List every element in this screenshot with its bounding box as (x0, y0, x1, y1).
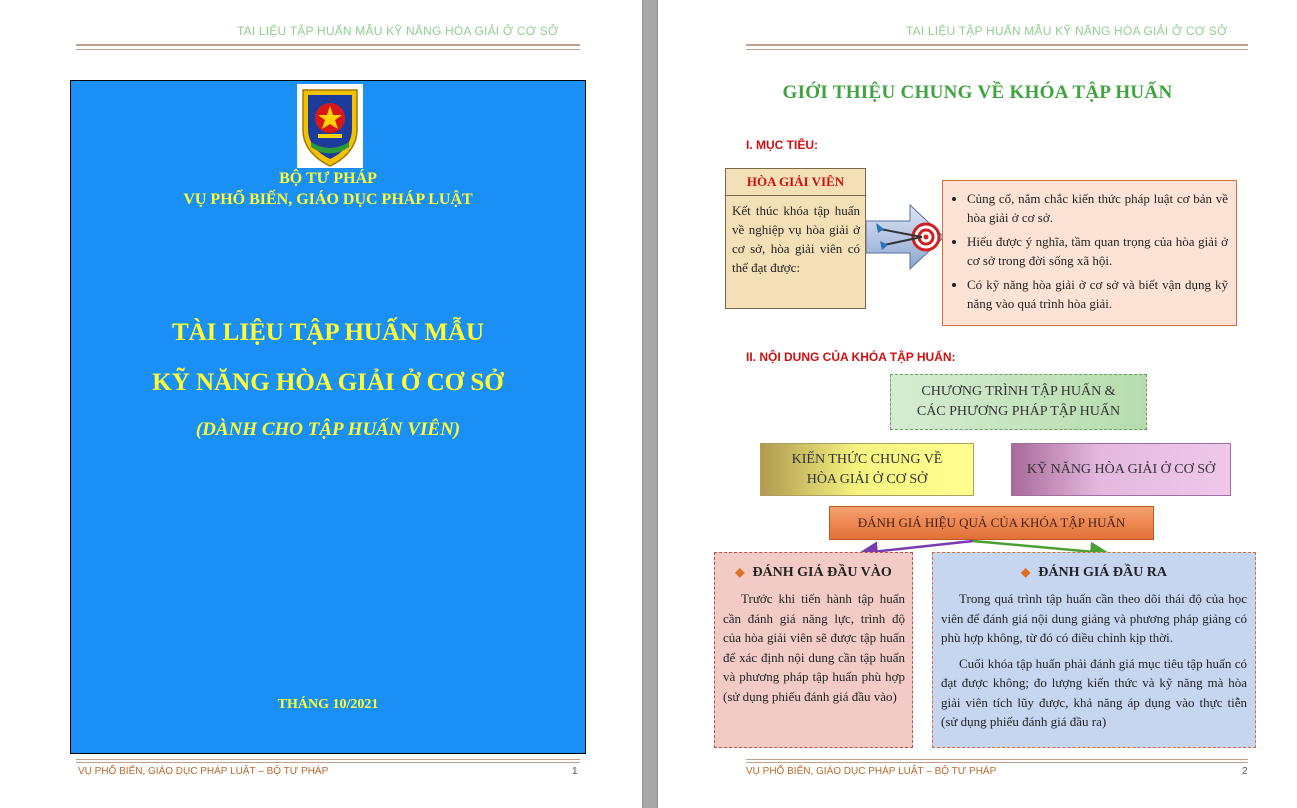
general-knowledge-box (760, 443, 974, 496)
section-heading-objectives: I. MỤC TIÊU: (746, 138, 818, 152)
objective-item: • Hiểu được ý nghĩa, tầm quan trọng của hòa giải ở cơ sở trong đời sống xã hội. (967, 232, 1228, 270)
page-2 (658, 0, 1297, 808)
department-name: VỤ PHỔ BIẾN, GIÁO DỤC PHÁP LUẬT (183, 191, 473, 208)
course-evaluation-label: ĐÁNH GIÁ HIỆU QUẢ CỦA KHÓA TẬP HUẤN (857, 515, 1126, 530)
header-rule (76, 44, 580, 50)
page-title: GIỚI THIỆU CHUNG VỀ KHÓA TẬP HUẤN (782, 82, 1173, 103)
mediator-box (725, 168, 866, 309)
mediation-skills-label: KỸ NĂNG HÒA GIẢI Ở CƠ SỞ (1026, 461, 1216, 477)
footer-rule (76, 759, 580, 763)
course-evaluation-box (829, 506, 1154, 540)
objectives-list (943, 181, 1236, 313)
objective-item: • Củng cố, nắm chắc kiến thức pháp luật cơ bản về hòa giải ở cơ sở. (967, 189, 1228, 227)
objective-item: • Có kỹ năng hòa giải ở cơ sở và biết vận dụng kỹ năng vào quá trình hòa giải. (967, 275, 1228, 313)
page-1 (0, 0, 642, 808)
output-evaluation-paragraph: Trong quá trình tập huấn cần theo dõi thái độ của học viên để đánh giá nội dung giảng và phương pháp giảng có phù hợp không, từ đó có điều chỉnh kịp thời. (941, 591, 1247, 645)
objectives-box (942, 180, 1237, 326)
mediation-skills-box (1011, 443, 1231, 496)
training-program-line2: CÁC PHƯƠNG PHÁP TẬP HUẤN (916, 404, 1121, 419)
training-program-box (890, 374, 1147, 430)
output-evaluation-box (932, 552, 1256, 748)
ministry-emblem-icon (297, 84, 363, 168)
general-knowledge-line2: HÒA GIẢI Ở CƠ SỞ (806, 471, 928, 487)
running-header: TAI LIỆU TẬP HUẤN MẪU KỸ NĂNG HÒA GIẢI Ở CƠ SỞ (237, 24, 559, 38)
running-footer: VỤ PHỔ BIẾN, GIÁO DỤC PHÁP LUẬT – BỘ TƯ PHÁP (746, 766, 997, 777)
mediator-box-text: Kết thúc khóa tập huấn về nghiệp vụ hòa giải ở cơ sở, hòa giải viên có thể đạt được: (732, 203, 860, 275)
running-footer: VỤ PHỔ BIẾN, GIÁO DỤC PHÁP LUẬT – BỘ TƯ PHÁP (78, 766, 329, 777)
general-knowledge-line1: KIẾN THỨC CHUNG VỀ (791, 451, 943, 467)
header-rule (746, 44, 1248, 50)
page-number: 2 (1242, 766, 1248, 777)
page-gutter (642, 0, 658, 808)
output-evaluation-paragraph: Cuối khóa tập huấn phải đánh giá mục tiêu tập huấn có đạt được không; đo lượng kiến thức và kỹ năng mà hòa giải viên tích lũy được, khả năng áp dụng vào thực tiễn (sử dụng phiếu đánh giá đầu ra) (941, 655, 1247, 729)
training-program-line1: CHƯƠNG TRÌNH TẬP HUẤN & (921, 384, 1116, 399)
cover-title-line2: KỸ NĂNG HÒA GIẢI Ở CƠ SỞ (152, 369, 504, 396)
cover (70, 80, 586, 754)
target-arrow-icon (866, 203, 946, 271)
output-evaluation-title: ĐÁNH GIÁ ĐẦU RA (1038, 565, 1167, 580)
mediator-box-title: HÒA GIẢI VIÊN (726, 169, 865, 196)
input-evaluation-title: ĐÁNH GIÁ ĐẦU VÀO (752, 565, 892, 580)
cover-title-line1: TÀI LIỆU TẬP HUẤN MẪU (171, 319, 485, 346)
output-evaluation-text (941, 589, 1247, 738)
page-number: 1 (572, 766, 578, 777)
running-header: TAI LIỆU TẬP HUẤN MẪU KỸ NĂNG HÒA GIẢI Ở CƠ SỞ (906, 24, 1228, 38)
diamond-bullet-icon: ◆ (735, 565, 745, 579)
input-evaluation-paragraph: Trước khi tiến hành tập huấn cần đánh giá năng lực, trình độ của hòa giải viên sẽ được tập huấn để xác định nội dung cần tập huấn và phương pháp tập huấn phù hợp (sử dụng phiếu đánh giá đầu vào) (723, 591, 905, 704)
ministry-name: BỘ TƯ PHÁP (279, 170, 377, 187)
cover-subtitle: (DÀNH CHO TẬP HUẤN VIÊN) (195, 419, 461, 440)
section-heading-content: II. NỘI DUNG CỦA KHÓA TẬP HUẤN: (746, 350, 956, 364)
cover-date: THÁNG 10/2021 (277, 697, 379, 712)
footer-rule (746, 759, 1248, 763)
diamond-bullet-icon: ◆ (1021, 565, 1031, 579)
input-evaluation-box (714, 552, 913, 748)
input-evaluation-text (723, 589, 905, 712)
